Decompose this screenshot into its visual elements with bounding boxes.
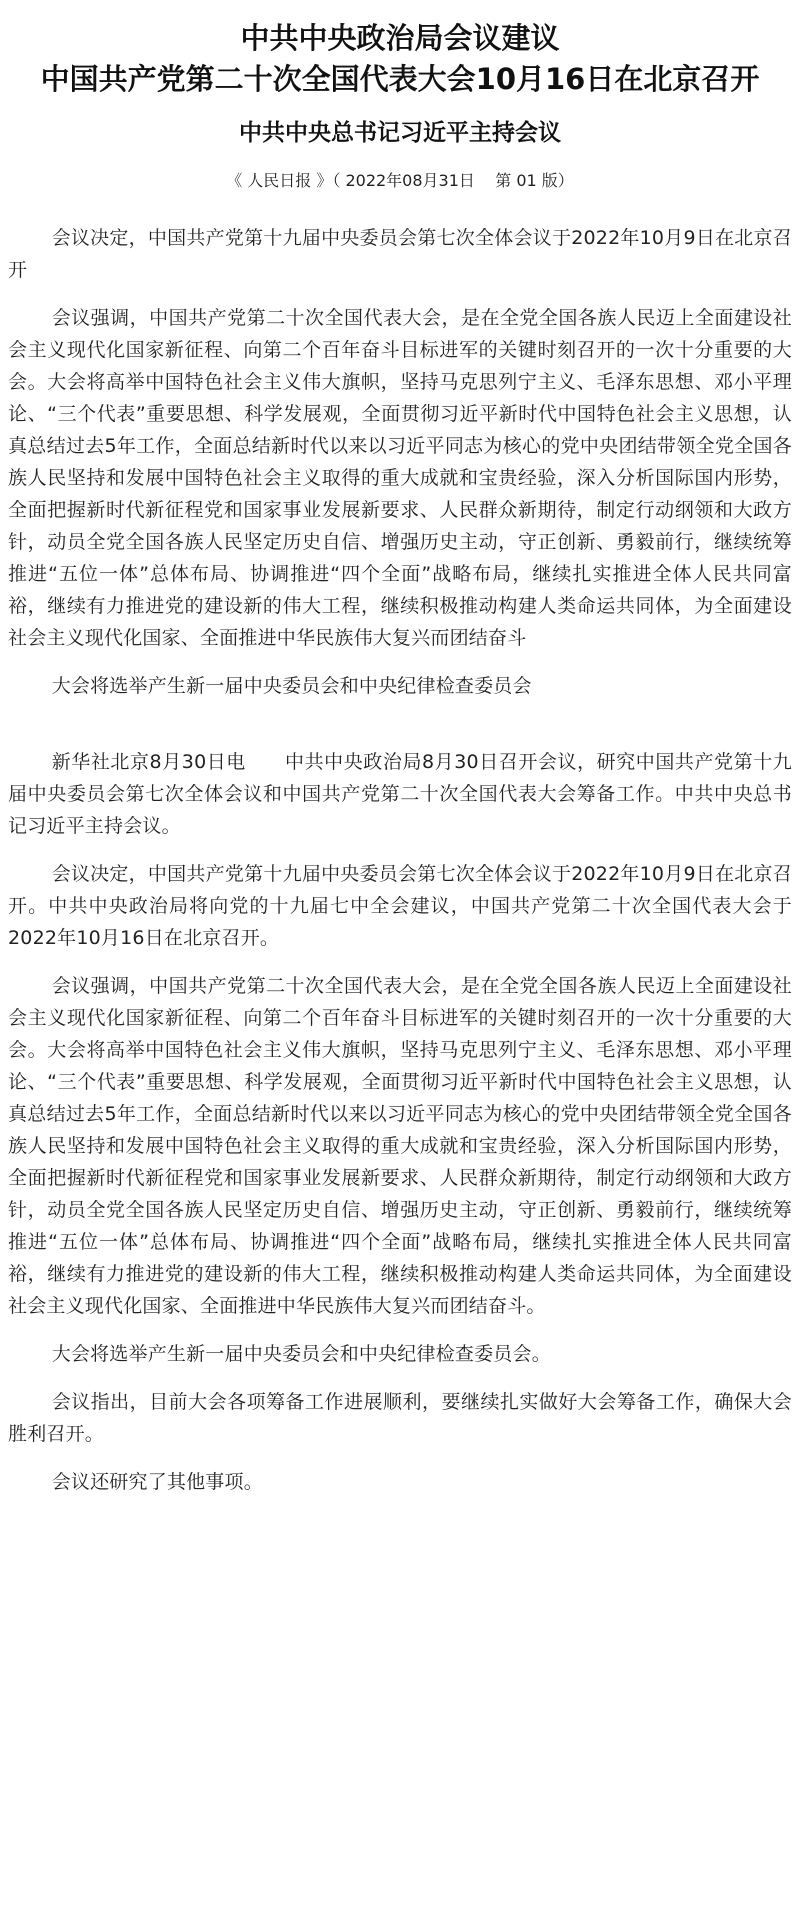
article-section-2 [8,746,792,1498]
paragraph: 会议指出，目前大会各项筹备工作进展顺利，要继续扎实做好大会筹备工作，确保大会胜利召开。 [8,1391,792,1445]
article-section-1 [8,222,792,702]
article-body [8,222,792,1498]
paragraph: 会议决定，中国共产党第十九届中央委员会第七次全体会议于2022年10月9日在北京召开。中共中央政治局将向党的十九届七中全会建议，中国共产党第二十次全国代表大会于2022年10月16日在北京召开。 [8,863,792,949]
title-line-1: 中共中央政治局会议建议 [240,21,560,55]
news-article [8,18,792,1514]
title-line-2: 中国共产党第二十次全国代表大会10月16日在北京召开 [40,62,760,96]
publication-source: 《 人民日报 》（ 2022年08月31日 第 01 版） [226,171,574,190]
section-divider [8,718,792,746]
article-title [8,18,792,100]
paragraph: 会议决定，中国共产党第十九届中央委员会第七次全体会议于2022年10月9日在北京召开 [8,227,792,281]
paragraph: 大会将选举产生新一届中央委员会和中央纪律检查委员会 [51,675,532,697]
paragraph: 新华社北京8月30日电 中共中央政治局8月30日召开会议，研究中国共产党第十九届中央委员会第七次全体会议和中国共产党第二十次全国代表大会筹备工作。中共中央总书记习近平主持会议。 [8,751,792,837]
paragraph: 会议还研究了其他事项。 [51,1471,263,1493]
paragraph: 会议强调，中国共产党第二十次全国代表大会，是在全党全国各族人民迈上全面建设社会主义现代化国家新征程、向第二个百年奋斗目标进军的关键时刻召开的一次十分重要的大会。大会将高举中国特色社会主义伟大旗帜，坚持马克思列宁主义、毛泽东思想、邓小平理论、“三个代表”重要思想、科学发展观，全面贯彻习近平新时代中国特色社会主义思想，认真总结过去5年工作，全面总结新时代以来以习近平同志为核心的党中央团结带领全党全国各族人民坚持和发展中国特色社会主义取得的重大成就和宝贵经验，深入分析国际国内形势，全面把握新时代新征程党和国家事业发展新要求、人民群众新期待，制定行动纲领和大政方针，动员全党全国各族人民坚定历史自信、增强历史主动，守正创新、勇毅前行，继续统筹推进“五位一体”总体布局、协调推进“四个全面”战略布局，继续扎实推进全体人民共同富裕，继续有力推进党的建设新的伟大工程，继续积极推动构建人类命运共同体，为全面建设社会主义现代化国家、全面推进中华民族伟大复兴而团结奋斗 [8,307,792,649]
paragraph: 大会将选举产生新一届中央委员会和中央纪律检查委员会。 [51,1343,551,1365]
paragraph: 会议强调，中国共产党第二十次全国代表大会，是在全党全国各族人民迈上全面建设社会主义现代化国家新征程、向第二个百年奋斗目标进军的关键时刻召开的一次十分重要的大会。大会将高举中国特色社会主义伟大旗帜，坚持马克思列宁主义、毛泽东思想、邓小平理论、“三个代表”重要思想、科学发展观，全面贯彻习近平新时代中国特色社会主义思想，认真总结过去5年工作，全面总结新时代以来以习近平同志为核心的党中央团结带领全党全国各族人民坚持和发展中国特色社会主义取得的重大成就和宝贵经验，深入分析国际国内形势，全面把握新时代新征程党和国家事业发展新要求、人民群众新期待，制定行动纲领和大政方针，动员全党全国各族人民坚定历史自信、增强历史主动，守正创新、勇毅前行，继续统筹推进“五位一体”总体布局、协调推进“四个全面”战略布局，继续扎实推进全体人民共同富裕，继续有力推进党的建设新的伟大工程，继续积极推动构建人类命运共同体，为全面建设社会主义现代化国家、全面推进中华民族伟大复兴而团结奋斗。 [8,975,792,1317]
article-subtitle: 中共中央总书记习近平主持会议 [239,120,561,146]
